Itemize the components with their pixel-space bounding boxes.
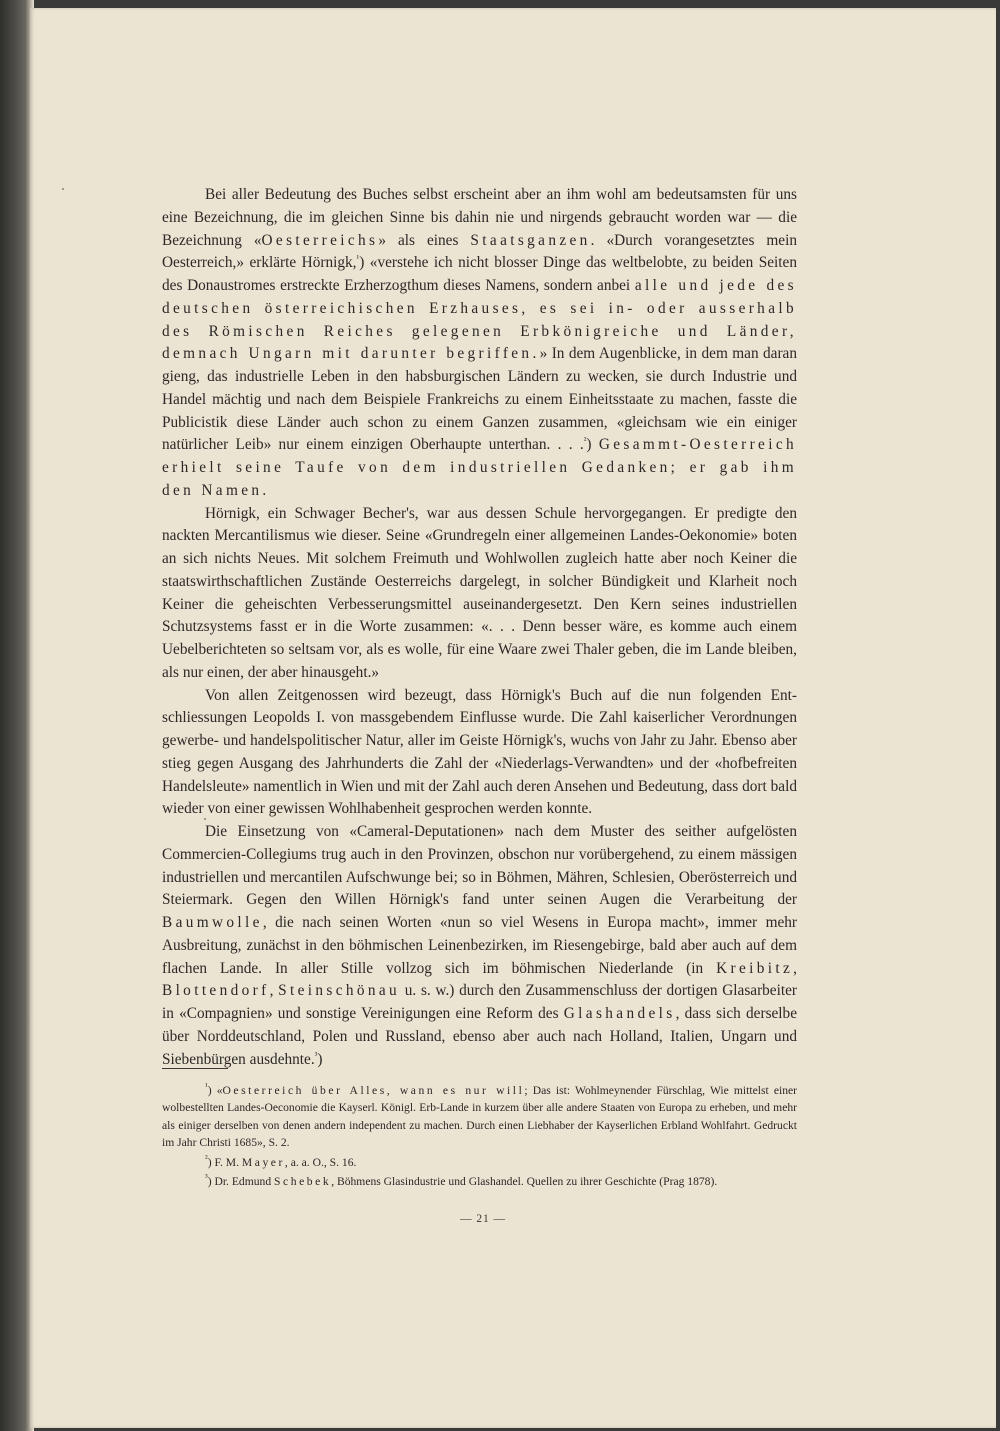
- footnote-marker: ¹: [205, 1081, 208, 1092]
- spaced-emphasis-text: Schebek: [274, 1175, 332, 1189]
- spaced-emphasis-text: Staatsganzen: [470, 231, 591, 249]
- text-run: ; Das ist: Wohlmeynender Fürschlag, Wie mittelst einer wolbestellten Landes-Oeconomie die Kayserl. Königl. Erb-Lande in kurzem über alle andere Staaten von Europa zu erheben, und mehr als einiger derselben von denen andern independent zu machen. Durch einen Liebhaber der Kayserlichen Erbland Wohlfahrt. Gedruckt im Jahr Christi 1685», S. 2.: [162, 1084, 797, 1150]
- text-run: ): [586, 436, 599, 454]
- footnote-separator: [162, 1068, 228, 1069]
- footnote-marker: ²: [583, 435, 587, 446]
- spaced-emphasis-text: Blottendorf: [162, 982, 270, 1000]
- spaced-emphasis-text: Baumwolle: [162, 914, 263, 931]
- footnote: [162, 1173, 797, 1190]
- spaced-emphasis-text: Oesterreich über Alles, wann es nur will: [222, 1084, 525, 1097]
- text-run: Von allen Zeitgenossen wird bezeugt, dass Hörnigk's Buch auf die nun folgenden Entschliessungen Leopolds I. von massgebendem Einflusse wurde. Die Zahl kaiserlicher Verordnungen gewerbe- und handelspolitischer Natur, aller im Geiste Hörnigk's, wuchs von Jahr zu Jahr. Ebenso aber stieg gegen Ausgang des Jahrhunderts die Zahl der «Niederlags-Verwandten» und der «hofbefreiten Handelsleute» namentlich in Wien und mit der Zahl auch deren Ansehen und Bedeutung, dass dort bald wieder von einer gewissen Wohlhabenheit gesprochen werden konnte.: [162, 686, 797, 818]
- footnote-marker: ³: [205, 1172, 208, 1183]
- spaced-emphasis-text: Steinschönau: [278, 982, 401, 1000]
- main-text-block: [162, 184, 797, 1071]
- text-run: Die Einsetzung von «Cameral-Deputationen» nach dem Muster des seither aufgelösten Commercien-Collegiums trug auch in den Provinzen, obschon nur vorübergehend, zu einem mässigen industriellen und mercantilen Aufschwunge bei; so in Böhmen, Mähren, Schlesien, Oberösterreich und Steiermark. Gegen den Willen Hörnigk's fand unter seinen Augen die Verarbeitung der: [162, 823, 797, 909]
- text-run: ) Dr. Edmund: [207, 1175, 275, 1189]
- text-run: ) F. M.: [207, 1155, 242, 1169]
- paragraph: [162, 184, 797, 503]
- text-run: u. s. w.) durch den Zusammenschluss der dortigen Glasarbeiter in «Compagnien» und sonstige Vereinigungen eine Reform des: [162, 982, 797, 1022]
- text-run: ,: [269, 982, 279, 1000]
- text-run: » als eines: [378, 231, 471, 249]
- text-run: , die nach seinen Worten «nun so viel Wesens in Europa macht», immer mehr Ausbreitung, zunächst in den böhmischen Leinenbezirken, im Riesengebirge, bald aber auch auf dem flachen Lande. In aller Stille vollzog sich im böhmischen Niederlande (in: [162, 914, 797, 977]
- text-run: ,: [793, 959, 797, 977]
- text-run: » In dem Augenblicke, in dem man daran gieng, das industrielle Leben in den habsburgischen Ländern zu wecken, sie durch Industrie und Handel mächtig und nach dem Beispiele Frankreichs zu einem Einheitsstaate zu machen, fasste die Publicistik diese Länder auch schon zu einem Ganzen zusammen, «gleichsam wie ein einiger natürlicher Leib» nur einem einzigen Oberhaupte unterthan. . . .: [162, 345, 797, 454]
- text-run: Bei aller Bedeutung des Buches selbst erscheint aber an ihm wohl am bedeutsamsten für uns eine Bezeichnung, die im gleichen Sinne bis dahin nie und nirgends gebraucht worden war — die Bezeichnung «: [162, 186, 797, 249]
- footnote-marker: ²: [205, 1152, 208, 1163]
- spaced-emphasis-text: Gesammt-Oesterreich erhielt seine Taufe von dem industriellen Gedanken; er gab ihm den Namen.: [162, 436, 797, 499]
- text-run: , a. a. O., S. 16.: [284, 1155, 357, 1169]
- footnotes-block: [162, 1082, 797, 1192]
- spaced-emphasis-text: Glashandels: [563, 1005, 676, 1022]
- text-run: ) «verstehe ich nicht blosser Dinge das weltbelobte, zu beiden Seiten des Donaustromes erstreckte Erzherzogthum dieses Namens, sondern anbei: [162, 254, 797, 294]
- footnote-marker: ¹: [356, 253, 360, 264]
- text-run: ): [317, 1050, 323, 1068]
- text-run: , Böhmens Glasindustrie und Glashandel. Quellen zu ihrer Geschichte (Prag 1878).: [331, 1175, 718, 1189]
- text-run: , dass sich derselbe über Norddeutschland, Polen und Russland, ebenso aber auch nach Holland, Italien, Ungarn und Siebenbürgen ausdehnte.: [162, 1005, 797, 1068]
- footnote: [162, 1154, 797, 1171]
- paragraph: [162, 503, 797, 685]
- spaced-emphasis-text: Mayer: [241, 1155, 285, 1169]
- text-run: ) «: [207, 1084, 223, 1097]
- spaced-emphasis-text: alle und jede des deutschen österreichischen Erzhauses, es sei in- oder ausserhalb des Römischen Reiches gelegenen Erbkönigreiche und Länder, demnach Ungarn mit darunter begriffen.: [162, 277, 798, 363]
- footnote-marker: ³: [314, 1049, 318, 1060]
- paper-speck: [62, 188, 64, 190]
- text-run: Hörnigk, ein Schwager Becher's, war aus dessen Schule hervorgegangen. Er predigte den nackten Mercantilismus wie dieser. Seine «Grundregeln einer allgemeinen Landes-Oekonomie» boten an sich nichts Neues. Mit solchem Freimuth und Wohlwollen zugleich hatte aber noch Keiner die staatswirthschaftlichen Zustände Oesterreichs dargelegt, in solcher Bündigkeit und Klarheit noch Keiner die geheischten Verbesserungsmittel auseinandergesetzt. Den Kern seines industriellen Schutzsystems fasst er in die Worte zusammen: «. . . Denn besser wäre, es komme auch einem Uebelberichteten so seltsam vor, als es wolle, für eine Waare zwei Thaler geben, die im Lande bleiben, als nur einen, der aber hinausgeht.»: [162, 504, 797, 681]
- paragraph: [162, 685, 797, 822]
- paragraph: [162, 821, 797, 1071]
- spaced-emphasis-text: Oesterreichs: [261, 231, 379, 249]
- page-number: — 21 —: [460, 1213, 506, 1225]
- spaced-emphasis-text: Kreibitz: [716, 959, 794, 977]
- text-run: . «Durch vorangesetztes mein Oesterreich,» erklärte Hörnigk,: [162, 231, 797, 272]
- footnote: [162, 1082, 797, 1152]
